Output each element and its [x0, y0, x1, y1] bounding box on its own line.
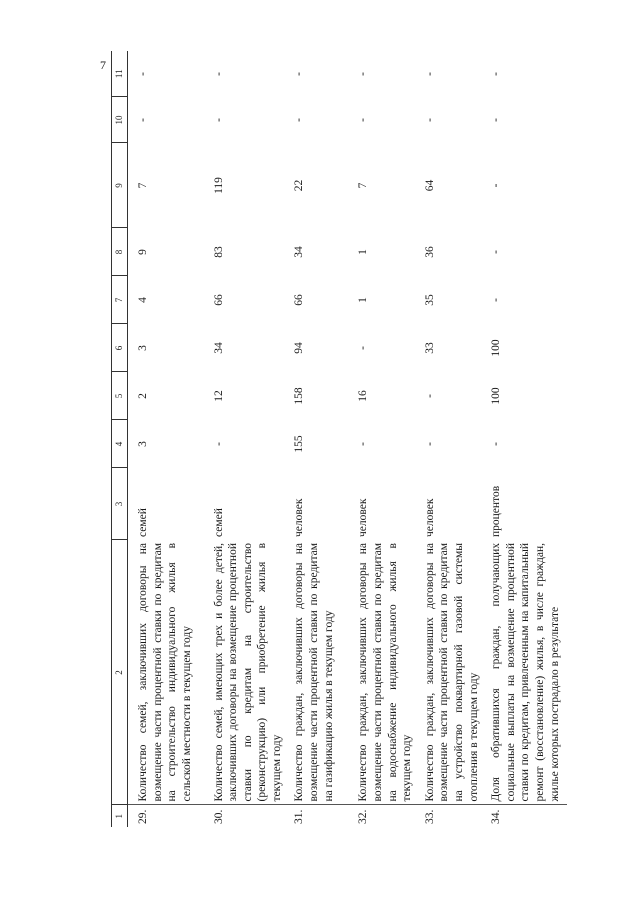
value-cell: 16	[357, 390, 370, 402]
value-cell: 4	[137, 297, 149, 303]
indicator-text: Количество граждан, заключивших договоры на возмещение части процентной ставки по кредитам на газификацию жилья в текущем году	[293, 543, 335, 802]
value-cell: -	[357, 442, 370, 446]
col-header: 6	[112, 324, 128, 372]
col-header: 4	[112, 420, 128, 468]
col-header: 5	[112, 372, 128, 420]
unit: процентов	[490, 485, 503, 537]
table-row	[348, 51, 414, 827]
value-cell: -	[490, 118, 503, 122]
col-header: 3	[112, 468, 128, 540]
value-cell: 22	[293, 179, 306, 192]
indicator-text: Количество семей, имеющих трех и более детей, заключивших договоры на возмещение процентной ставки по кредитам на строительство (реконструкцию) или приобретение жилья в текущем году	[212, 543, 283, 802]
value-cell: 3	[137, 345, 149, 351]
unit: семей	[212, 508, 225, 537]
value-cell: -	[490, 72, 503, 76]
table-row	[204, 51, 285, 827]
value-cell: -	[357, 118, 370, 122]
col-header: 8	[112, 228, 128, 276]
value-cell: -	[293, 118, 306, 122]
table-row	[481, 51, 567, 827]
row-number: 34.	[481, 805, 567, 827]
value-cell: -	[490, 442, 503, 446]
value-cell: -	[423, 442, 436, 446]
indicator-text: Количество семей, заключивших договоры на возмещение части процентной ставки по кредитам на строительство индивидуального жилья в сельской местности в текущем году	[137, 543, 193, 802]
col-header: 2	[112, 540, 128, 805]
unit: семей	[137, 508, 149, 537]
indicator-text: Количество граждан, заключивших договоры на возмещение части процентной ставки по кредитам на водоснабжение индивидуального жилья в текущем году	[357, 543, 414, 802]
unit: человек	[423, 498, 436, 537]
value-cell: 83	[212, 246, 225, 258]
rotated-table-container	[111, 51, 566, 827]
column-number-header	[112, 51, 128, 827]
value-cell: -	[423, 72, 436, 76]
indicators-table	[111, 51, 567, 827]
value-cell: 100	[490, 339, 503, 357]
value-cell: -	[293, 72, 306, 76]
table-row	[415, 51, 481, 827]
value-cell: -	[212, 118, 225, 122]
value-cell: 155	[293, 435, 306, 453]
row-number: 32.	[348, 805, 414, 827]
value-cell: 119	[212, 177, 225, 194]
row-number: 31.	[284, 805, 348, 827]
table-row	[128, 51, 204, 827]
value-cell: -	[423, 118, 436, 122]
value-cell: 94	[293, 342, 306, 354]
value-cell: 158	[293, 387, 306, 405]
value-cell: 1	[357, 297, 370, 303]
value-cell: 2	[137, 393, 149, 399]
value-cell: -	[490, 183, 503, 188]
value-cell: -	[423, 394, 436, 398]
unit: человек	[357, 498, 370, 537]
value-cell: 100	[490, 387, 503, 405]
col-header: 11	[112, 51, 128, 97]
value-cell: 33	[423, 342, 436, 354]
value-cell: -	[490, 298, 503, 302]
row-number: 33.	[415, 805, 481, 827]
col-header: 9	[112, 143, 128, 228]
value-cell: 1	[357, 249, 370, 255]
value-cell: -	[137, 72, 149, 76]
value-cell: 34	[293, 246, 306, 258]
value-cell: -	[490, 250, 503, 254]
indicator-text: Количество граждан, заключивших договоры на возмещение части процентной ставки по кредитам на устройство поквартирной газовой системы отопления в текущем году	[423, 543, 480, 802]
value-cell: -	[137, 118, 149, 122]
value-cell: 64	[423, 179, 436, 192]
value-cell: 3	[137, 441, 149, 447]
value-cell: 9	[137, 249, 149, 255]
value-cell: 7	[357, 182, 370, 189]
value-cell: 66	[212, 294, 225, 306]
page-number: 7	[100, 58, 106, 72]
col-header: 7	[112, 276, 128, 324]
unit: человек	[293, 498, 306, 537]
value-cell: 66	[293, 294, 306, 306]
value-cell: 36	[423, 246, 436, 258]
col-header: 10	[112, 97, 128, 143]
value-cell: -	[357, 346, 370, 350]
value-cell: 35	[423, 294, 436, 306]
value-cell: 34	[212, 342, 225, 354]
value-cell: -	[212, 72, 225, 76]
value-cell: 7	[137, 182, 149, 189]
table-row	[284, 51, 348, 827]
col-header: 1	[112, 805, 128, 827]
value-cell: -	[357, 72, 370, 76]
row-number: 29.	[128, 805, 204, 827]
indicator-text: Доля обратившихся граждан, получающих социальные выплаты на возмещение процентной ставки по кредитам, привлеченным на капитальный ремонт (восстановление) жилья, в числе граждан, жилье которых пострадало в результате	[490, 543, 561, 802]
row-number: 30.	[204, 805, 285, 827]
value-cell: 12	[212, 390, 225, 402]
value-cell: -	[212, 442, 225, 446]
